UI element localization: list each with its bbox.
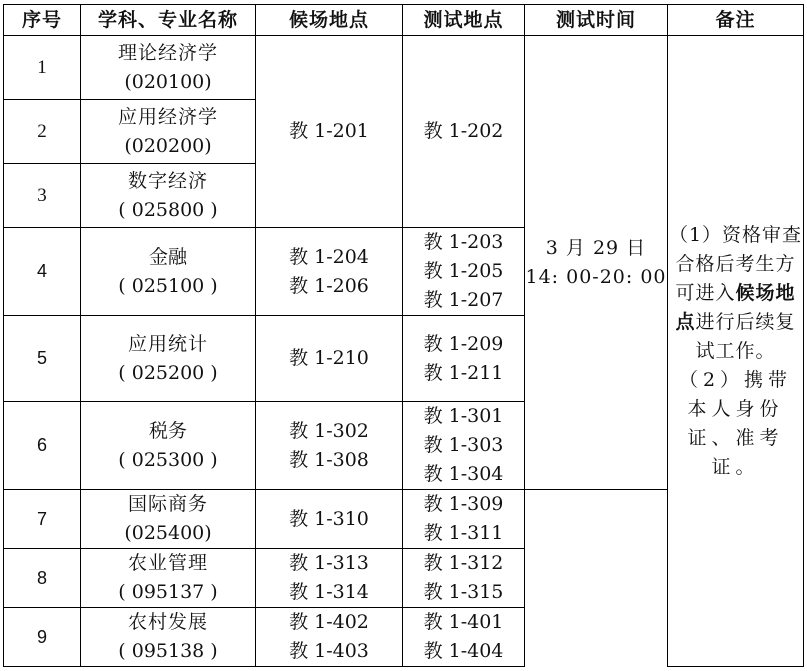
waiting-location-cell: 教 1-302 教 1-308: [256, 402, 403, 490]
major-name: 应用经济学: [117, 105, 218, 128]
header-waiting-location: 候场地点: [256, 5, 403, 36]
major-cell: [81, 100, 256, 164]
major-code: ( 025200 ): [118, 361, 218, 384]
row-seq: 7: [4, 490, 81, 549]
major-cell: [81, 36, 256, 100]
header-major: 学科、专业名称: [81, 5, 256, 36]
waiting-location-cell: 教 1-310: [256, 490, 403, 549]
test-location-cell: 教 1-209 教 1-211: [403, 316, 525, 402]
row-seq: 4: [4, 228, 81, 316]
header-seq: 序号: [4, 5, 81, 36]
remark-item-1: （1）资格审查合格后考生方可进入候场地点进行后续复试工作。: [668, 223, 803, 362]
major-code: ( 025300 ): [118, 448, 218, 471]
waiting-location-cell: 教 1-210: [256, 316, 403, 402]
test-time-cell: [525, 36, 668, 490]
header-test-time: 测试时间: [525, 5, 668, 36]
test-location-cell: 教 1-301 教 1-303 教 1-304: [403, 402, 525, 490]
header-test-location: 测试地点: [403, 5, 525, 36]
header-remarks: 备注: [668, 5, 804, 36]
major-code: ( 095138 ): [118, 640, 218, 662]
schedule-table: [3, 4, 804, 667]
major-code: (020200): [124, 134, 212, 157]
major-cell: [81, 608, 256, 667]
row-seq: 5: [4, 316, 81, 402]
major-name: 应用统计: [127, 332, 208, 355]
test-date: 3 月 29 日: [545, 236, 647, 259]
waiting-location-cell: 教 1-204 教 1-206: [256, 228, 403, 316]
major-code: ( 025100 ): [118, 274, 218, 297]
test-location-cell: 教 1-202: [403, 36, 525, 228]
major-name: 金融: [148, 245, 187, 268]
remark-item-2: （2）携带本人身份证、准考证。: [678, 368, 793, 478]
row-seq: 9: [4, 608, 81, 667]
row-seq: 1: [4, 36, 81, 100]
major-name: 农村发展: [127, 611, 208, 633]
major-cell: [81, 164, 256, 228]
table-row: [4, 36, 804, 100]
major-cell: [81, 402, 256, 490]
test-location-cell: 教 1-312 教 1-315: [403, 549, 525, 608]
major-code: (020100): [124, 70, 212, 93]
table-header-row: [4, 5, 804, 36]
major-code: ( 025800 ): [118, 198, 218, 221]
major-cell: [81, 490, 256, 549]
test-location-cell: 教 1-401 教 1-404: [403, 608, 525, 667]
row-seq: 6: [4, 402, 81, 490]
test-location-cell: 教 1-203 教 1-205 教 1-207: [403, 228, 525, 316]
major-cell: [81, 549, 256, 608]
major-code: (025400): [124, 522, 212, 544]
remarks-cell: [668, 36, 804, 667]
waiting-location-cell: 教 1-313 教 1-314: [256, 549, 403, 608]
test-hours: 14: 00-20: 00: [525, 265, 667, 288]
waiting-location-cell: 教 1-402 教 1-403: [256, 608, 403, 667]
row-seq: 8: [4, 549, 81, 608]
test-location-cell: 教 1-309 教 1-311: [403, 490, 525, 549]
row-seq: 3: [4, 164, 81, 228]
row-seq: 2: [4, 100, 81, 164]
major-name: 税务: [148, 419, 187, 442]
major-name: 理论经济学: [117, 41, 218, 64]
major-code: ( 095137 ): [118, 581, 218, 603]
major-name: 数字经济: [127, 169, 208, 192]
major-cell: [81, 228, 256, 316]
major-name: 农业管理: [127, 552, 208, 574]
waiting-location-cell: 教 1-201: [256, 36, 403, 228]
major-name: 国际商务: [127, 493, 208, 515]
major-cell: [81, 316, 256, 402]
